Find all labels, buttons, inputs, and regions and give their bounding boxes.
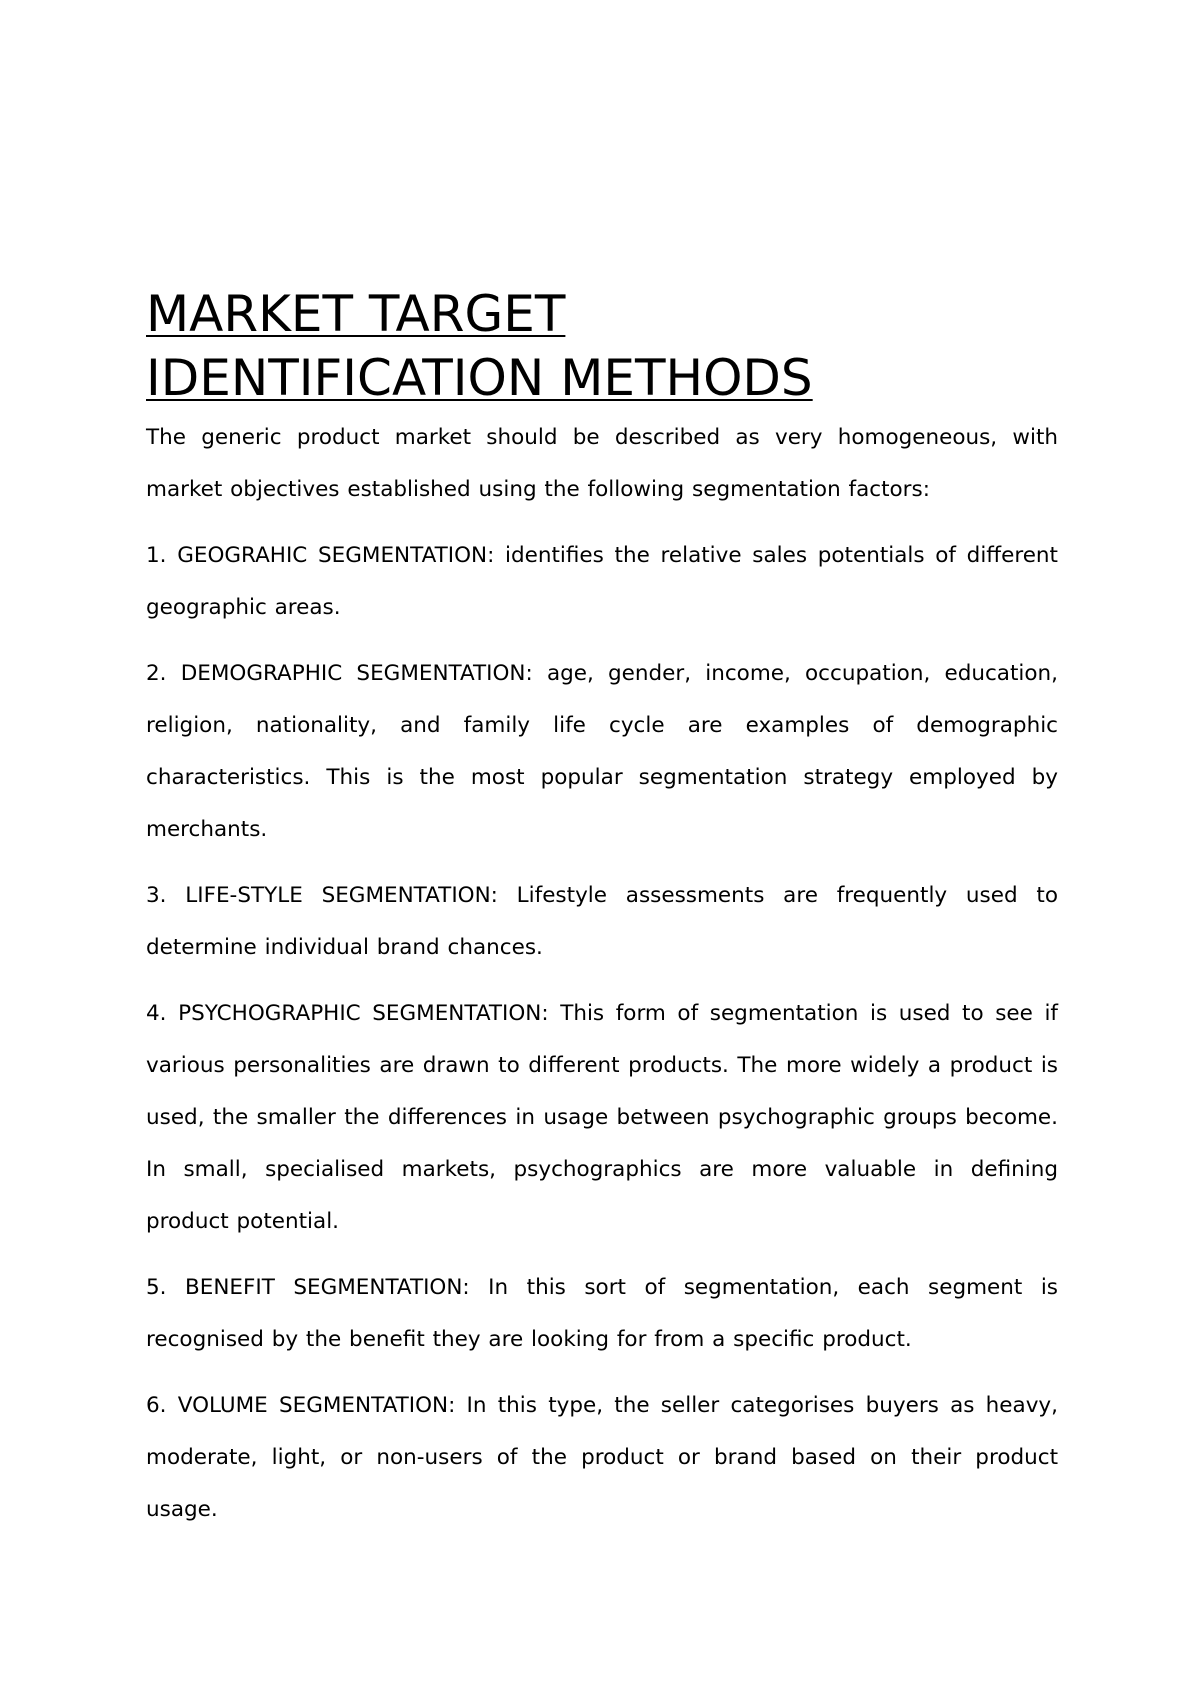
item-lifestyle-segmentation: 3. LIFE-STYLE SEGMENTATION: Lifestyle assessments are frequently used to determine individual brand chances.	[146, 883, 1058, 960]
title-line-1: MARKET TARGET	[146, 285, 566, 343]
item-demographic-segmentation: 2. DEMOGRAPHIC SEGMENTATION: age, gender, income, occupation, education, religion, nationality, and family life cycle are examples of demographic characteristics. This is the most popular segmentation strategy employed by merchants.	[146, 661, 1058, 842]
intro-paragraph: The generic product market should be described as very homogeneous, with market objectives established using the following segmentation factors:	[146, 425, 1058, 502]
item-benefit-segmentation: 5. BENEFIT SEGMENTATION: In this sort of segmentation, each segment is recognised by the benefit they are looking for from a specific product.	[146, 1275, 1058, 1352]
item-psychographic-segmentation: 4. PSYCHOGRAPHIC SEGMENTATION: This form of segmentation is used to see if various personalities are drawn to different products. The more widely a product is used, the smaller the differences in usage between psychographic groups become. In small, specialised markets, psychographics are more valuable in defining product potential.	[146, 1001, 1058, 1234]
document-content	[146, 282, 1058, 1550]
item-volume-segmentation: 6. VOLUME SEGMENTATION: In this type, the seller categorises buyers as heavy, moderate, light, or non-users of the product or brand based on their product usage.	[146, 1393, 1058, 1522]
title-line-2: IDENTIFICATION METHODS	[146, 349, 813, 407]
item-geographic-segmentation: 1. GEOGRAHIC SEGMENTATION: identifies the relative sales potentials of different geographic areas.	[146, 543, 1058, 620]
document-title	[146, 282, 1058, 410]
